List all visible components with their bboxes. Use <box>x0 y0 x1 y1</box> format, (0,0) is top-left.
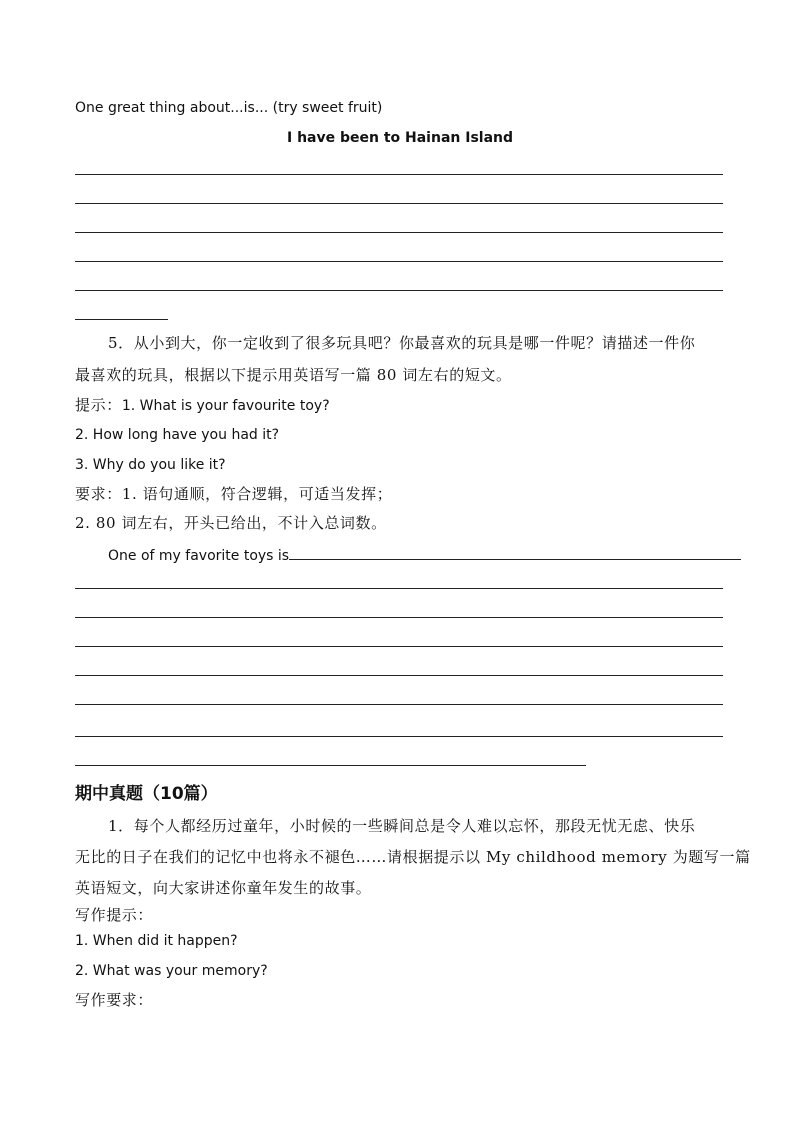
q5-opening-text: One of my favorite toys is <box>108 548 290 564</box>
writing-line[interactable] <box>75 617 723 618</box>
q1-hint-label: 写作提示： <box>75 906 154 924</box>
writing-line-short[interactable] <box>75 765 586 766</box>
q1-prompt-line1: 1．每个人都经历过童年，小时候的一些瞬间总是令人难以忘怀，那段无忧无虑、快乐 <box>108 817 696 835</box>
writing-line[interactable] <box>75 290 723 291</box>
q5-hint-3: 3. Why do you like it? <box>75 457 226 473</box>
writing-line-short[interactable] <box>75 319 168 320</box>
q5-hint-1: 1. What is your favourite toy? <box>121 398 330 414</box>
top-hint: One great thing about...is... (try sweet fruit) <box>75 100 383 116</box>
q5-req-label: 要求： <box>75 485 122 503</box>
writing-line[interactable] <box>75 588 723 589</box>
writing-line[interactable] <box>75 174 723 175</box>
q1-req-label: 写作要求： <box>75 991 154 1009</box>
q1-hint-2: 2. What was your memory? <box>75 963 268 979</box>
q1-prompt-line3: 英语短文，向大家讲述你童年发生的故事。 <box>75 879 372 897</box>
q5-opening-blank[interactable] <box>289 545 741 560</box>
q5-hint-label: 提示： <box>75 396 122 414</box>
q5-prompt-line2: 最喜欢的玩具，根据以下提示用英语写一篇 80 词左右的短文。 <box>75 366 512 384</box>
writing-line[interactable] <box>75 261 723 262</box>
essay-title: I have been to Hainan Island <box>286 130 514 146</box>
section-heading: 期中真题（10篇） <box>75 784 218 804</box>
q5-req-2: 2. 80 词左右，开头已给出，不计入总词数。 <box>75 514 387 532</box>
q5-prompt-line1: 5．从小到大，你一定收到了很多玩具吧？你最喜欢的玩具是哪一件呢？请描述一件你 <box>108 334 696 352</box>
writing-line[interactable] <box>75 736 723 737</box>
writing-line[interactable] <box>75 232 723 233</box>
q1-hint-1: 1. When did it happen? <box>75 933 238 949</box>
q5-opening-row <box>108 545 741 565</box>
writing-line[interactable] <box>75 203 723 204</box>
q1-prompt-line2: 无比的日子在我们的记忆中也将永不褪色……请根据提示以 My childhood memory 为题写一篇 <box>75 848 751 866</box>
q5-requirements-row <box>75 485 392 503</box>
writing-line[interactable] <box>75 646 723 647</box>
q5-hint-row <box>75 396 330 415</box>
writing-line[interactable] <box>75 675 723 676</box>
q5-req-1: 1. 语句通顺，符合逻辑，可适当发挥； <box>121 485 393 503</box>
q5-hint-2: 2. How long have you had it? <box>75 427 280 443</box>
writing-line[interactable] <box>75 704 723 705</box>
